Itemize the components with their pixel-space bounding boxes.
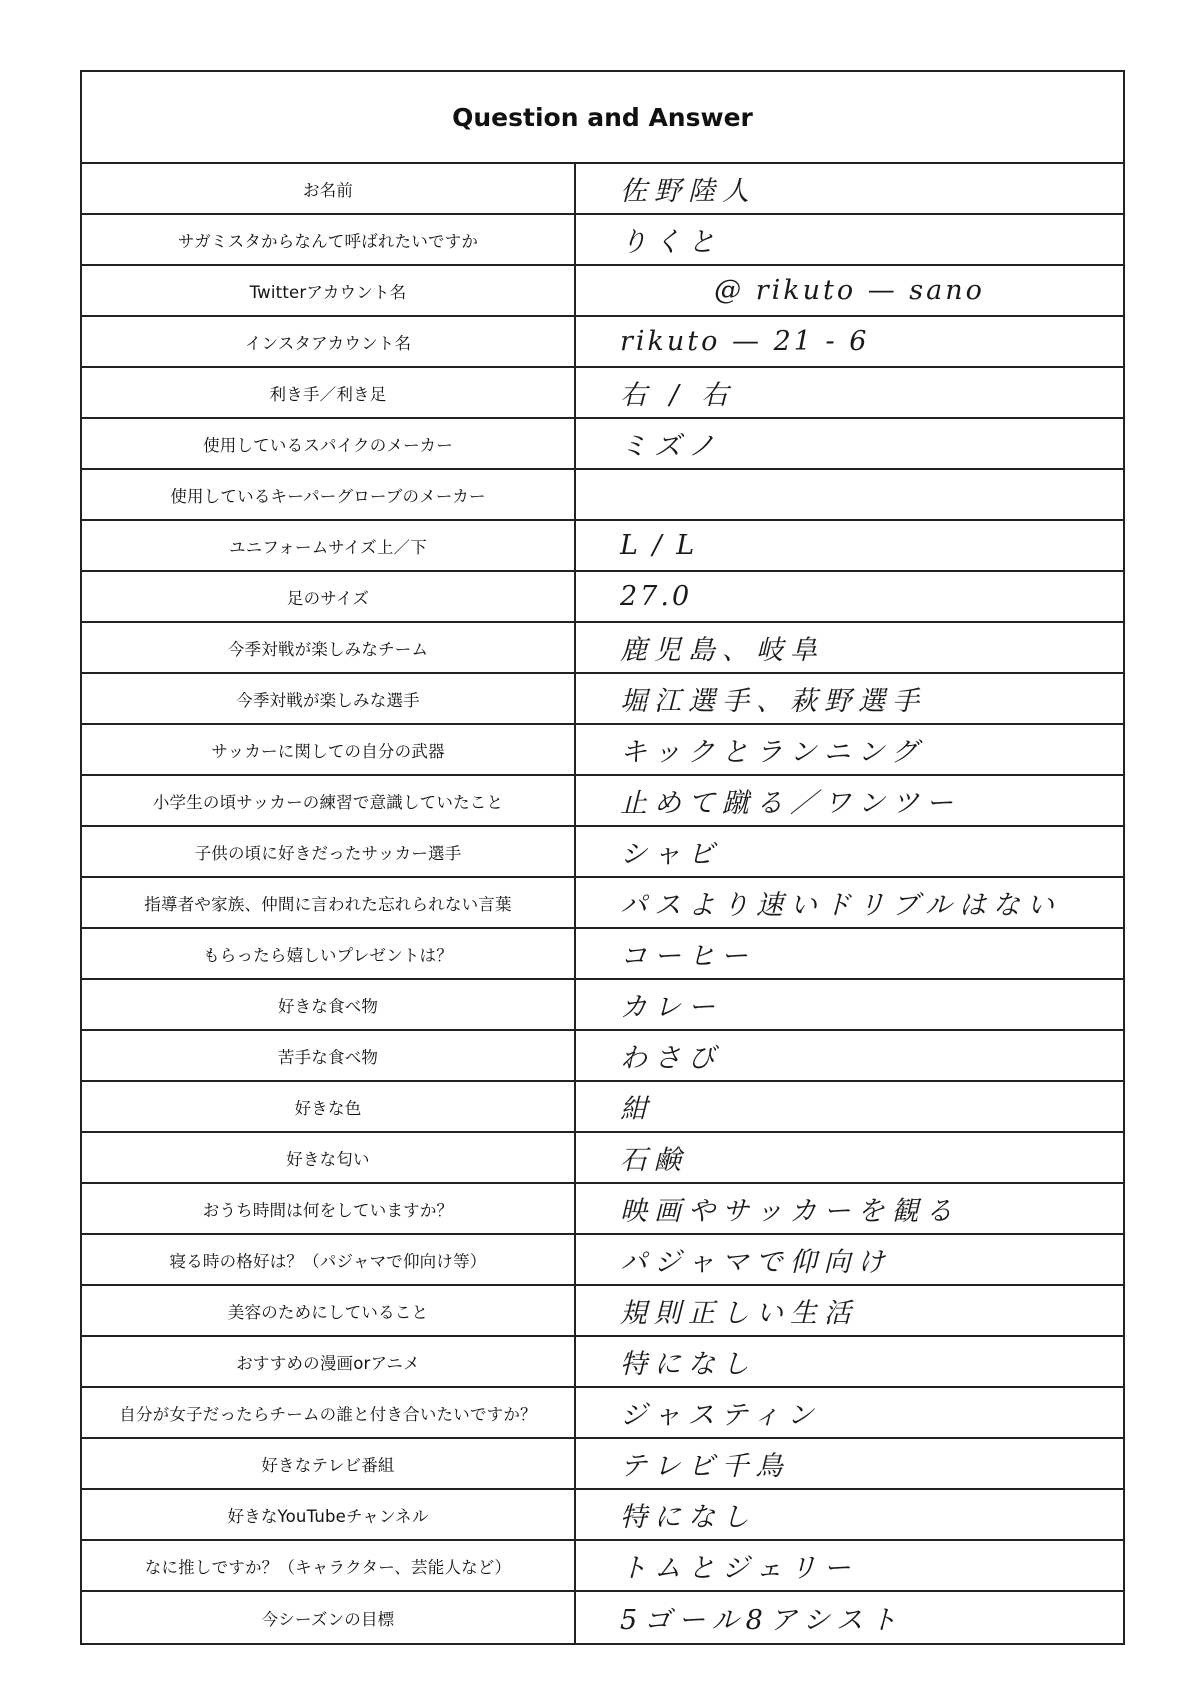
question-cell: なに推しですか？（キャラクター、芸能人など） (82, 1541, 576, 1590)
question-cell: インスタアカウント名 (82, 317, 576, 366)
question-cell: お名前 (82, 164, 576, 213)
qa-row-rival-team (82, 623, 1123, 674)
qa-row-uniform-size (82, 521, 1123, 572)
qa-row-oshi (82, 1541, 1123, 1592)
qa-row-name (82, 164, 1123, 215)
qa-row-date-teammate (82, 1388, 1123, 1439)
qa-row-foot-size (82, 572, 1123, 623)
question-cell: 子供の頃に好きだったサッカー選手 (82, 827, 576, 876)
question-cell: 寝る時の格好は？（パジャマで仰向け等） (82, 1235, 576, 1284)
answer-cell: 特になし (620, 1502, 756, 1533)
answer-cell: 止めて蹴る／ワンツー (620, 788, 960, 819)
qa-row-strength (82, 725, 1123, 776)
qa-row-childhood-idol (82, 827, 1123, 878)
question-cell: Twitterアカウント名 (82, 266, 576, 315)
answer-cell: 石鹸 (620, 1145, 688, 1176)
question-cell: おうち時間は何をしていますか？ (82, 1184, 576, 1233)
answer-cell: トムとジェリー (620, 1553, 858, 1584)
answer-cell: カレー (620, 992, 722, 1023)
question-cell: 指導者や家族、仲間に言われた忘れられない言葉 (82, 878, 576, 927)
qa-row-beauty (82, 1286, 1123, 1337)
question-cell: 好きな食べ物 (82, 980, 576, 1029)
question-cell: 好きな匂い (82, 1133, 576, 1182)
question-cell: 使用しているキーパーグローブのメーカー (82, 470, 576, 519)
answer-cell: 5ゴール8アシスト (620, 1605, 904, 1636)
qa-row-twitter (82, 266, 1123, 317)
answer-cell (576, 470, 1123, 519)
qa-form (80, 70, 1125, 1645)
question-cell: サッカーに関しての自分の武器 (82, 725, 576, 774)
answer-cell: 映画やサッカーを観る (620, 1196, 960, 1227)
qa-row-nickname (82, 215, 1123, 266)
answer-cell: ミズノ (620, 431, 722, 462)
answer-cell: パジャマで仰向け (620, 1247, 892, 1278)
question-cell: 利き手／利き足 (82, 368, 576, 417)
question-cell: 自分が女子だったらチームの誰と付き合いたいですか？ (82, 1388, 576, 1437)
answer-cell: わさび (620, 1043, 722, 1074)
qa-row-youtube (82, 1490, 1123, 1541)
answer-cell: rikuto — 21 - 6 (620, 326, 870, 357)
answer-cell: 鹿児島、岐阜 (620, 635, 824, 666)
answer-cell: キックとランニング (620, 737, 925, 768)
qa-row-home-time (82, 1184, 1123, 1235)
answer-cell: 27.0 (620, 581, 693, 612)
qa-row-present (82, 929, 1123, 980)
qa-row-favorite-color (82, 1082, 1123, 1133)
answer-cell: パスより速いドリブルはない (620, 890, 1061, 921)
qa-row-sleepwear (82, 1235, 1123, 1286)
question-cell: おすすめの漫画orアニメ (82, 1337, 576, 1386)
answer-cell: シャビ (620, 839, 722, 870)
answer-cell: 特になし (620, 1349, 756, 1380)
qa-row-favorite-scent (82, 1133, 1123, 1184)
form-title: Question and Answer (82, 72, 1123, 164)
question-cell: 小学生の頃サッカーの練習で意識していたこと (82, 776, 576, 825)
qa-row-memorable-words (82, 878, 1123, 929)
question-cell: サガミスタからなんて呼ばれたいですか (82, 215, 576, 264)
qa-row-favorite-food (82, 980, 1123, 1031)
qa-row-season-goal (82, 1592, 1123, 1643)
question-cell: 好きなYouTubeチャンネル (82, 1490, 576, 1539)
question-cell: 美容のためにしていること (82, 1286, 576, 1335)
question-cell: 使用しているスパイクのメーカー (82, 419, 576, 468)
qa-row-rival-player (82, 674, 1123, 725)
answer-cell: 堀江選手、萩野選手 (620, 686, 926, 717)
answer-cell: テレビ千鳥 (620, 1451, 790, 1482)
answer-cell: L / L (620, 530, 698, 561)
answer-cell: 紺 (620, 1094, 654, 1125)
question-cell: 足のサイズ (82, 572, 576, 621)
question-cell: 苦手な食べ物 (82, 1031, 576, 1080)
qa-row-tv-program (82, 1439, 1123, 1490)
question-cell: 今シーズンの目標 (82, 1592, 576, 1643)
answer-cell: 佐野陸人 (620, 176, 756, 207)
answer-cell: ジャスティン (620, 1400, 821, 1431)
answer-cell: 右 / 右 (620, 380, 736, 411)
question-cell: 今季対戦が楽しみな選手 (82, 674, 576, 723)
answer-cell: 規則正しい生活 (620, 1298, 858, 1329)
answer-cell: @ rikuto — sano (714, 275, 985, 306)
qa-row-dominant-hand-foot (82, 368, 1123, 419)
qa-row-childhood-practice (82, 776, 1123, 827)
answer-cell: コーヒー (620, 941, 755, 972)
qa-row-instagram (82, 317, 1123, 368)
question-cell: 好きな色 (82, 1082, 576, 1131)
question-cell: ユニフォームサイズ上／下 (82, 521, 576, 570)
qa-row-manga-anime (82, 1337, 1123, 1388)
question-cell: 今季対戦が楽しみなチーム (82, 623, 576, 672)
qa-row-disliked-food (82, 1031, 1123, 1082)
qa-row-spike-maker (82, 419, 1123, 470)
qa-row-glove-maker (82, 470, 1123, 521)
answer-cell: りくと (620, 227, 722, 258)
question-cell: もらったら嬉しいプレゼントは？ (82, 929, 576, 978)
question-cell: 好きなテレビ番組 (82, 1439, 576, 1488)
